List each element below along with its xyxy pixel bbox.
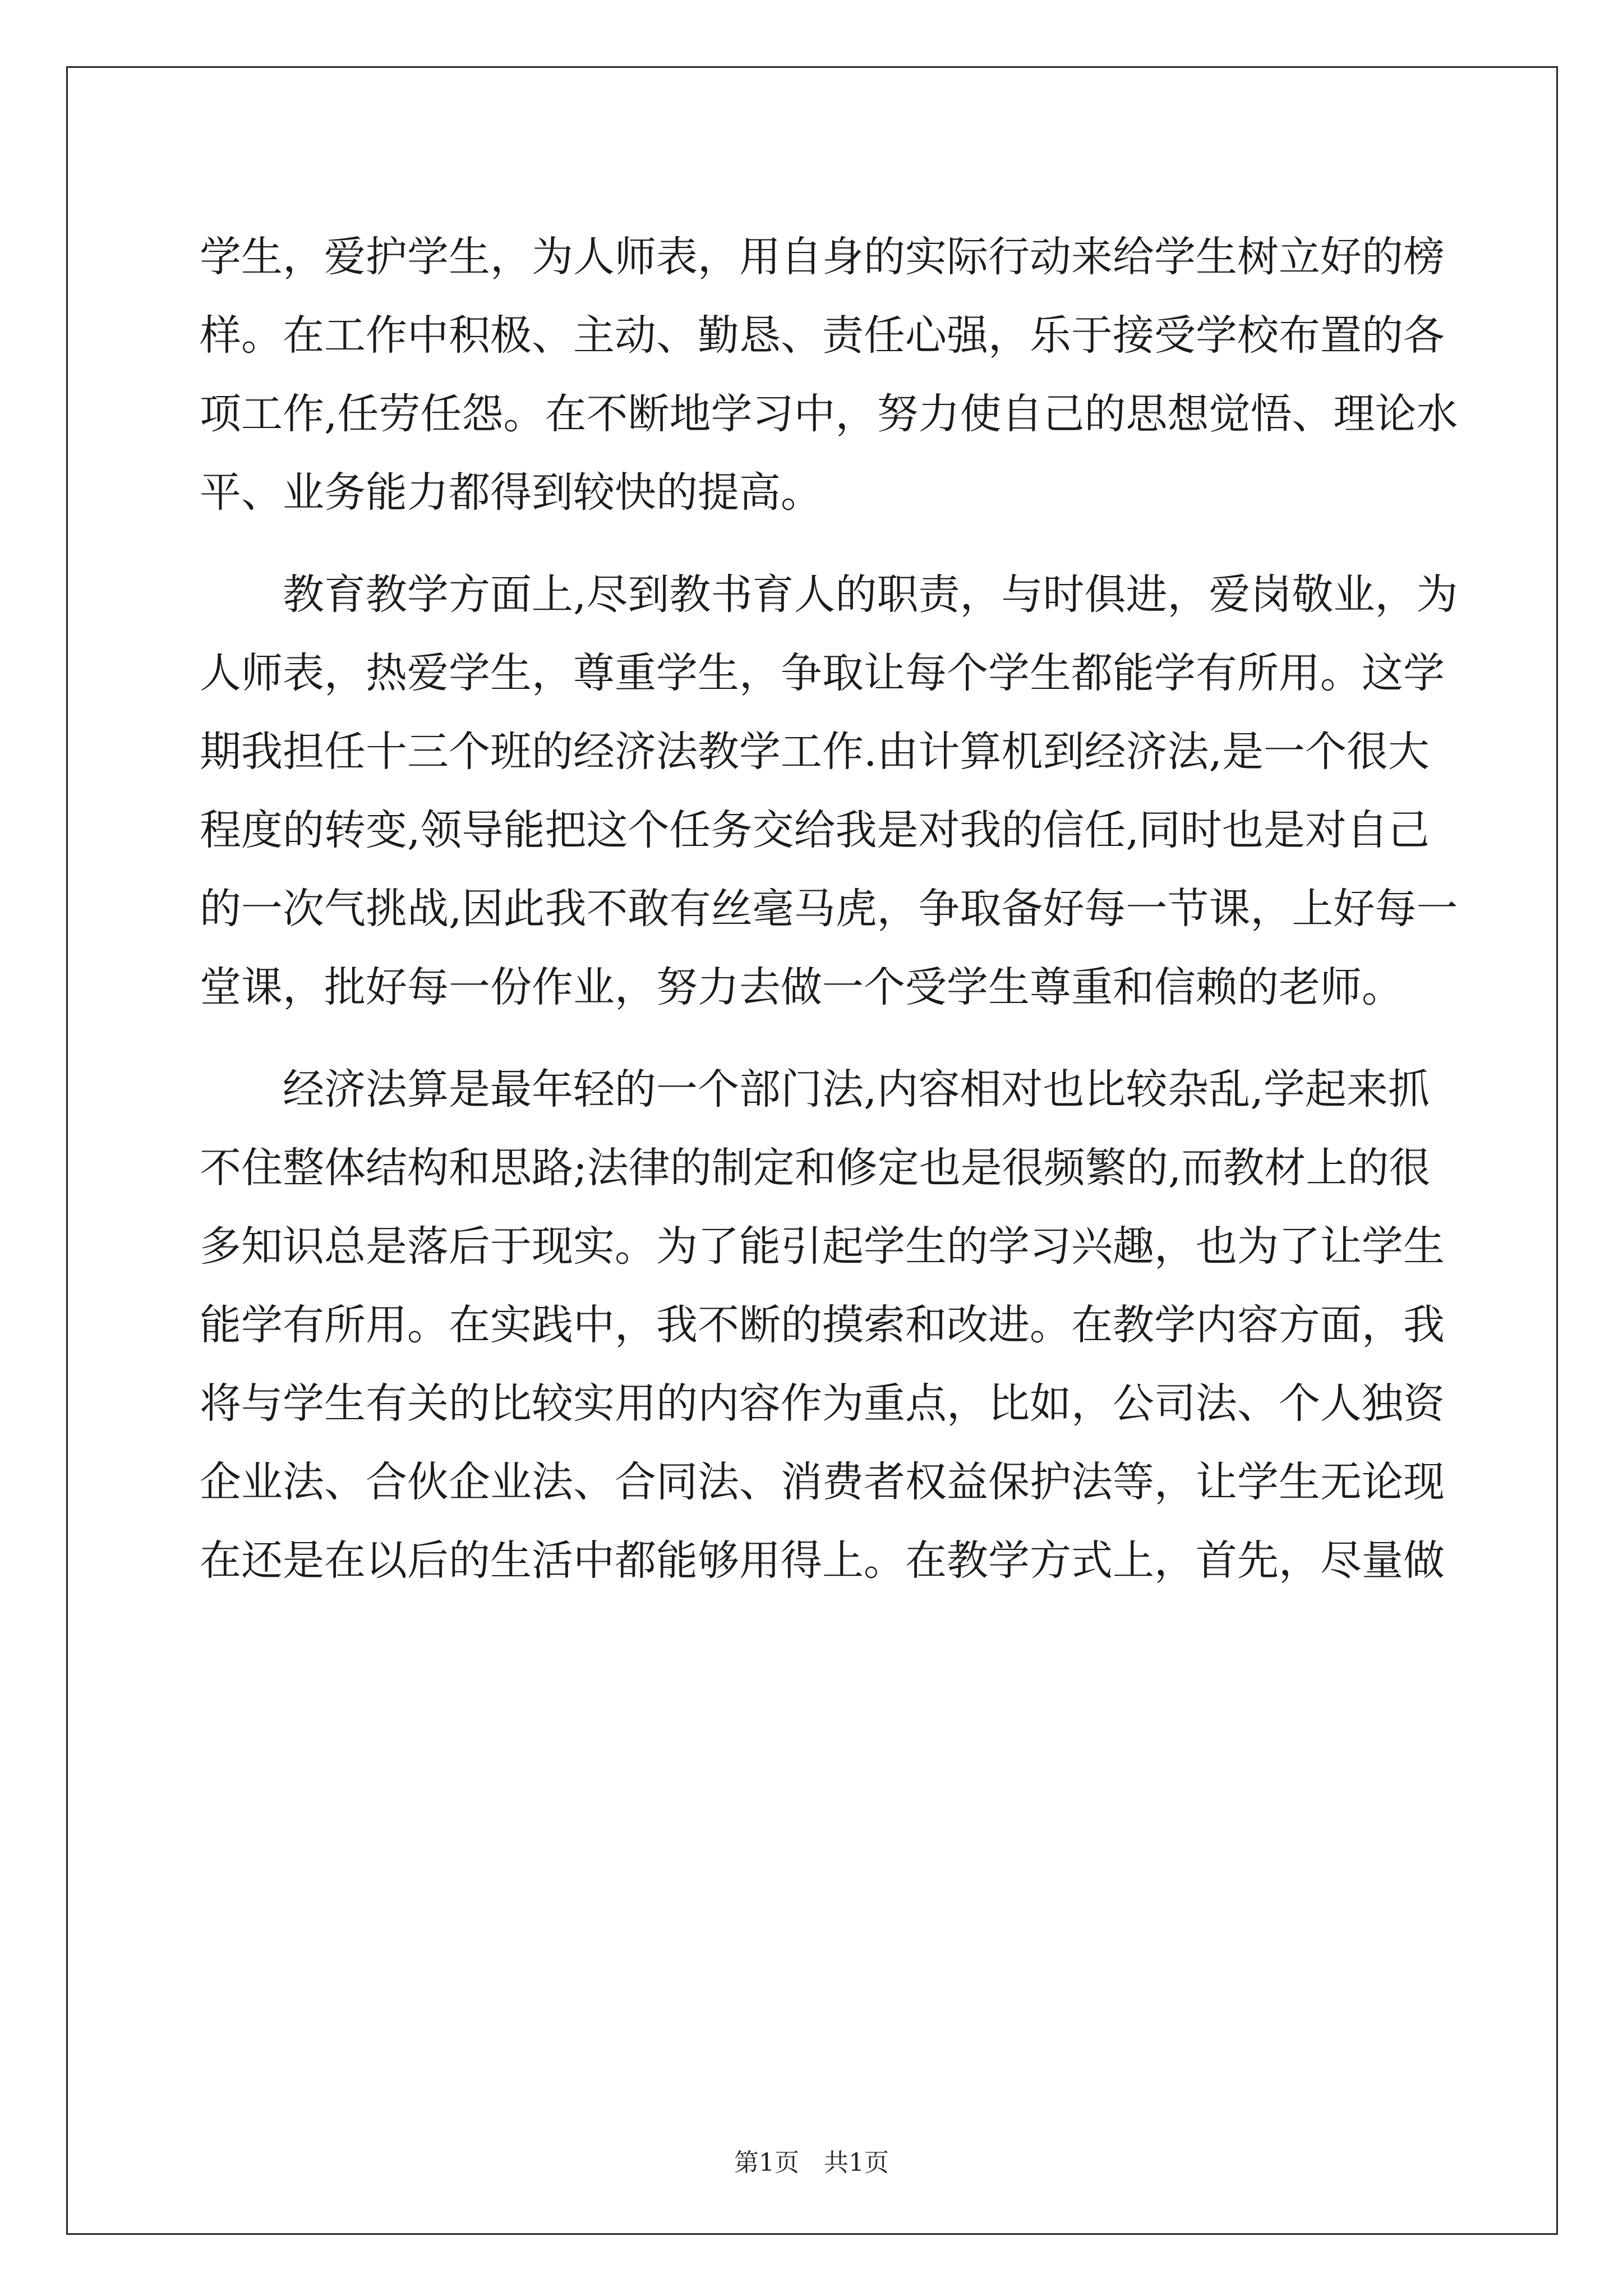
text-line: 学生，爱护学生，为人师表，用自身的实际行动来给学生树立好的榜	[200, 233, 1445, 281]
text-line: 程度的转变,领导能把这个任务交给我是对我的信任,同时也是对自己	[200, 806, 1430, 854]
text-line: 期我担任十三个班的经济法教学工作.由计算机到经济法,是一个很大	[200, 728, 1430, 776]
text-line: 经济法算是最年轻的一个部门法,内容相对也比较杂乱,学起来抓	[283, 1065, 1430, 1114]
text-line: 企业法、合伙企业法、合同法、消费者权益保护法等，让学生无论现	[200, 1458, 1445, 1506]
text-line: 样。在工作中积极、主动、勤恳、责任心强，乐于接受学校布置的各	[200, 311, 1445, 360]
paragraph-gap	[200, 532, 1428, 555]
text-line: 堂课，批好每一份作业，努力去做一个受学生尊重和信赖的老师。	[200, 963, 1403, 1011]
document-body	[200, 218, 1458, 1600]
text-line: 人师表，热爱学生，尊重学生，争取让每个学生都能学有所用。这学	[200, 649, 1445, 697]
paragraph-1	[200, 218, 1458, 532]
text-line: 平、业务能力都得到较快的提高。	[200, 468, 822, 517]
paragraph-gap	[200, 1027, 1428, 1050]
paragraph-3	[200, 1050, 1445, 1600]
text-line: 将与学生有关的比较实用的内容作为重点，比如，公司法、个人独资	[200, 1379, 1445, 1428]
text-line: 的一次气挑战,因此我不敢有丝毫马虎，争取备好每一节课，上好每一	[200, 885, 1458, 933]
text-line: 能学有所用。在实践中，我不断的摸索和改进。在教学内容方面，我	[200, 1301, 1445, 1349]
text-line: 教育教学方面上,尽到教书育人的职责，与时俱进，爱岗敬业，为	[283, 570, 1458, 619]
paragraph-2	[200, 555, 1458, 1027]
text-line: 多知识总是落后于现实。为了能引起学生的学习兴趣，也为了让学生	[200, 1222, 1445, 1271]
text-line: 项工作,任劳任怨。在不断地学习中，努力使自己的思想觉悟、理论水	[200, 390, 1458, 438]
page-number: 第1页 共1页	[734, 2148, 889, 2177]
text-line: 不住整体结构和思路;法律的制定和修定也是很频繁的,而教材上的很	[200, 1144, 1431, 1192]
text-line: 在还是在以后的生活中都能够用得上。在教学方式上，首先，尽量做	[200, 1536, 1445, 1585]
